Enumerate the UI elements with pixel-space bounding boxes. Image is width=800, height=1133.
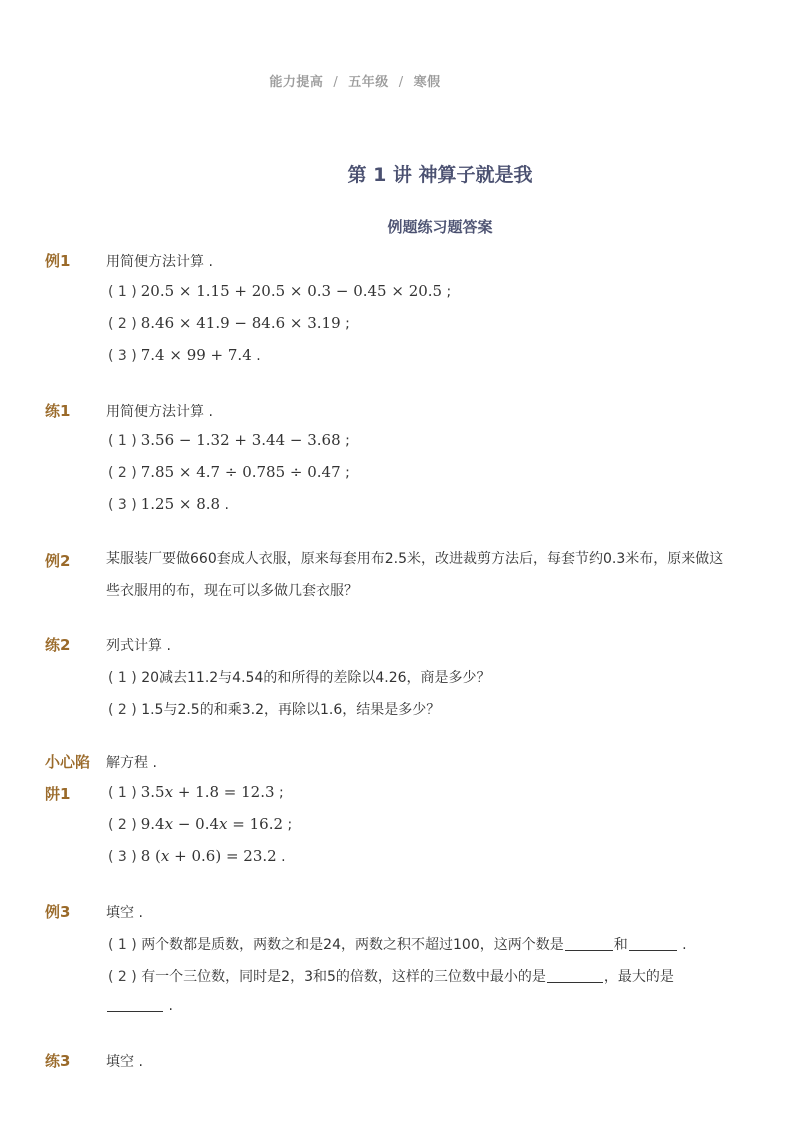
section-subtitle: 例题练习题答案 (387, 218, 493, 236)
example-2-text: 某服装厂要做660套成人衣服，原来每套用布2.5米，改进裁剪方法后，每套节约0.3米布，原来做这些衣服用的布，现在可以多做几套衣服？ (106, 551, 724, 599)
answer-blank[interactable] (565, 950, 613, 951)
practice-1-item-3: ( 3 ) 1.25 × 8.8 . (108, 495, 229, 513)
practice-1-stem: 用简便方法计算 . (106, 404, 213, 420)
practice-2-label: 练2 (45, 636, 71, 654)
example-3-item-2-cont: . (106, 998, 173, 1014)
example-1-item-3: ( 3 ) 7.4 × 99 + 7.4 . (108, 346, 261, 364)
trap-1-stem: 解方程 . (106, 755, 157, 771)
example-1-item-2: ( 2 ) 8.46 × 41.9 − 84.6 × 3.19 ; (108, 314, 350, 332)
example-3-label: 例3 (45, 903, 71, 921)
trap-1-item-1: ( 1 ) 3.5x + 1.8 = 12.3 ; (108, 783, 284, 801)
practice-3-stem: 填空 . (106, 1054, 143, 1070)
example-3-item-1: ( 1 ) 两个数都是质数，两数之和是24，两数之积不超过100，这两个数是 和 . (108, 937, 687, 953)
answer-blank[interactable] (107, 1011, 163, 1012)
trap-1-item-2: ( 2 ) 9.4x − 0.4x = 16.2 ; (108, 815, 293, 833)
example-1-stem: 用简便方法计算 . (106, 254, 213, 270)
trap-1-item-3: ( 3 ) 8 (x + 0.6) = 23.2 . (108, 847, 286, 865)
practice-2-item-1: ( 1 ) 20减去11.2与4.54的和所得的差除以4.26，商是多少？ (108, 670, 491, 686)
header-separator: / (398, 75, 404, 90)
header-course: 能力提高 (269, 75, 324, 90)
example-3-item-2: ( 2 ) 有一个三位数，同时是2，3和5的倍数，这样的三位数中最小的是 ，最大的是 (108, 969, 674, 985)
lecture-title: 第 1 讲 神算子就是我 (347, 164, 533, 186)
trap-1-label-line2: 阱1 (45, 785, 71, 803)
example-3-stem: 填空 . (106, 905, 143, 921)
practice-1-item-2: ( 2 ) 7.85 × 4.7 ÷ 0.785 ÷ 0.47 ; (108, 463, 350, 481)
trap-1-label-line1: 小心陷 (45, 753, 91, 771)
example-1-label: 例1 (45, 252, 71, 270)
header-separator: / (333, 75, 339, 90)
header-term: 寒假 (413, 75, 441, 90)
practice-1-label: 练1 (45, 402, 71, 420)
header-grade: 五年级 (348, 75, 389, 90)
answer-blank[interactable] (547, 982, 603, 983)
example-2-label: 例2 (45, 552, 71, 570)
practice-2-item-2: ( 2 ) 1.5与2.5的和乘3.2，再除以1.6，结果是多少？ (108, 702, 441, 718)
practice-2-stem: 列式计算 . (106, 638, 171, 654)
answer-blank[interactable] (629, 950, 677, 951)
example-1-item-1: ( 1 ) 20.5 × 1.15 + 20.5 × 0.3 − 0.45 × 20.5 ; (108, 282, 452, 300)
practice-3-label: 练3 (45, 1052, 71, 1070)
page-header (0, 71, 710, 90)
practice-1-item-1: ( 1 ) 3.56 − 1.32 + 3.44 − 3.68 ; (108, 431, 350, 449)
